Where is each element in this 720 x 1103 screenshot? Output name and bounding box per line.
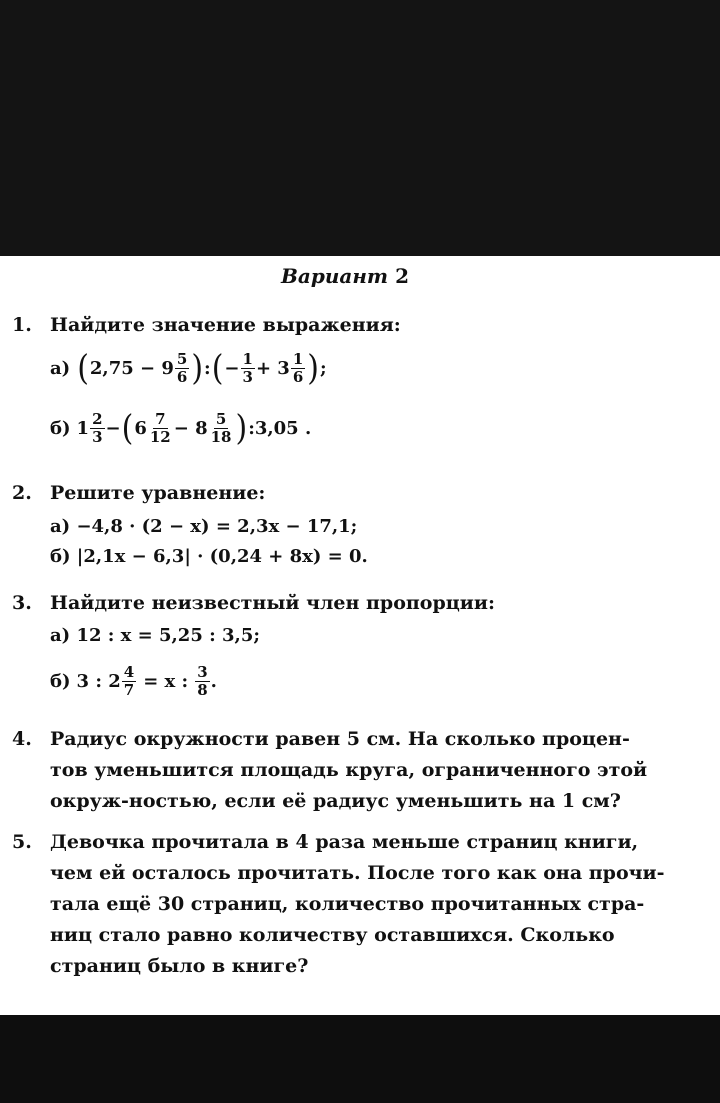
- task-2b-equation: б) |2,1x − 6,3| · (0,24 + 8x) = 0.: [50, 546, 368, 567]
- fraction: $\frac{2}{3}$: [92, 410, 103, 446]
- expr-part: + 3: [255, 358, 290, 379]
- task-4-number: 4.: [12, 728, 32, 750]
- task-5-text: [50, 827, 676, 982]
- minus: −: [105, 418, 121, 439]
- task-2a-equation: а) −4,8 · (2 − x) = 2,3x − 17,1;: [50, 516, 358, 537]
- task-5-number: 5.: [12, 831, 32, 853]
- task-2-number: 2.: [12, 482, 32, 504]
- task-3a-proportion: а) 12 : x = 5,25 : 3,5;: [50, 625, 260, 646]
- title-word: Вариант: [281, 264, 389, 288]
- task-1b-label: б): [50, 418, 71, 439]
- paren-open: (: [121, 407, 134, 449]
- task-5-line: страниц было в книге?: [50, 955, 309, 977]
- paren-open: (: [77, 347, 89, 389]
- paren-close: ): [191, 347, 204, 389]
- task-3b-label: б): [50, 671, 71, 692]
- expr-part: = x :: [143, 671, 189, 692]
- fraction: $\frac{1}{6}$: [292, 350, 304, 386]
- task-4-line: Радиус окружности равен 5 см. На сколько процен-: [50, 728, 630, 750]
- fraction: $\frac{1}{3}$: [242, 350, 253, 386]
- expr-part: 6: [134, 418, 147, 439]
- task-3-number: 3.: [12, 592, 32, 614]
- task-1a-label: а): [50, 358, 71, 379]
- task-4-line: тов уменьшится площадь круга, ограниченного этой: [50, 759, 648, 781]
- task-2-text: Решите уравнение:: [50, 482, 266, 504]
- title-number: 2: [395, 264, 409, 288]
- task-3-text: Найдите неизвестный член пропорции:: [50, 592, 495, 614]
- fraction: $\frac{5}{18}$: [210, 410, 232, 446]
- task-3b-proportion: [50, 664, 217, 699]
- expr-part: − 8: [173, 418, 208, 439]
- task-4-text: [50, 724, 676, 817]
- task-1-text: Найдите значение выражения:: [50, 314, 401, 336]
- expr-part: 2,75 − 9: [89, 358, 174, 379]
- task-5-line: Девочка прочитала в 4 раза меньше страниц книги,: [50, 831, 639, 853]
- fraction: $\frac{4}{7}$: [123, 663, 135, 699]
- fraction: $\frac{3}{8}$: [197, 663, 208, 699]
- fraction: $\frac{5}{6}$: [176, 350, 188, 386]
- bottom-black-bar: [0, 1015, 720, 1103]
- fraction: $\frac{7}{12}$: [149, 410, 171, 446]
- expr-end: :3,05 .: [248, 418, 312, 439]
- task-1-number: 1.: [12, 314, 32, 336]
- task-5-line: ниц стало равно количеству оставшихся. Сколько: [50, 924, 615, 946]
- expr-part: 1: [76, 418, 90, 439]
- worksheet-page: [0, 256, 720, 1015]
- paren-close: ): [307, 347, 319, 389]
- paren-close: ): [235, 407, 248, 449]
- page-title: [0, 264, 690, 288]
- colon: :: [204, 358, 211, 379]
- top-black-bar: [0, 0, 720, 256]
- task-5-line: тала ещё 30 страниц, количество прочитанных стра-: [50, 893, 645, 915]
- task-4-line: окруж-ностью, если её радиус уменьшить на 1 см?: [50, 790, 621, 812]
- task-1a-expression: [50, 347, 327, 389]
- expr-end: ;: [319, 358, 327, 379]
- task-1b-expression: [50, 407, 312, 449]
- expr-part: 3 : 2: [76, 671, 121, 692]
- expr-end: .: [210, 671, 217, 692]
- paren-open: (: [211, 347, 224, 389]
- task-5-line: чем ей осталось прочитать. После того как она прочи-: [50, 862, 665, 884]
- expr-part: −: [224, 358, 240, 379]
